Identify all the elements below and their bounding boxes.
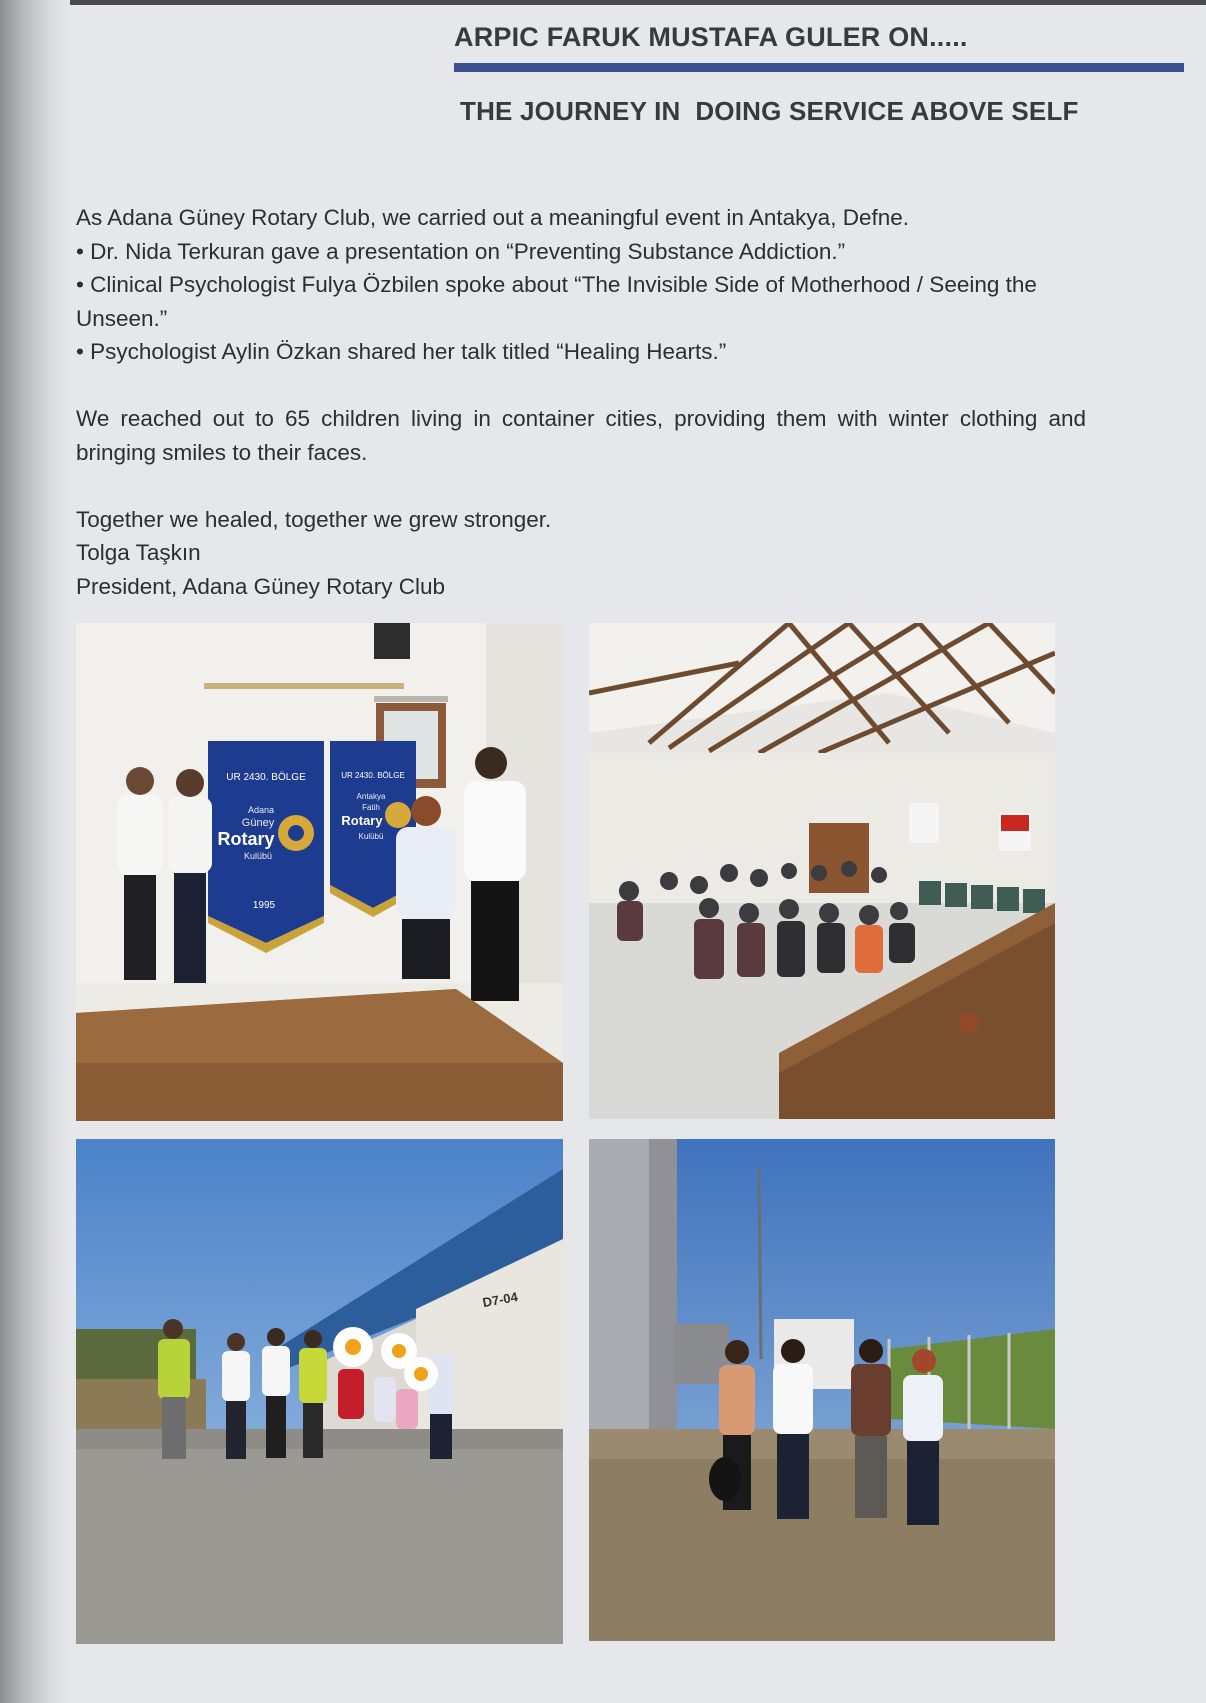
bullet-motherhood: • Clinical Psychologist Fulya Özbilen spoke about “The Invisible Side of Motherhood / Seeing the Unseen.” bbox=[76, 272, 1037, 331]
banner-right-kulubu: Kulübü bbox=[358, 832, 384, 841]
photo-container-group bbox=[76, 1139, 563, 1644]
intro-paragraph: As Adana Güney Rotary Club, we carried out a meaningful event in Antakya, Defne. bbox=[76, 205, 909, 230]
signature-name: Tolga Taşkın bbox=[76, 540, 201, 565]
paragraph-gap bbox=[76, 369, 1086, 403]
banner-left-year: 1995 bbox=[252, 900, 276, 911]
banner-right-club: Fatih bbox=[362, 803, 380, 812]
outreach-paragraph: We reached out to 65 children living in container cities, providing them with winter clothing and bringing smiles to their faces. bbox=[76, 406, 1086, 465]
page-top-edge bbox=[0, 0, 1206, 5]
banner-left-kulubu: Kulübü bbox=[243, 851, 273, 861]
paragraph-gap bbox=[76, 469, 1086, 503]
banner-right-rotary: Rotary bbox=[341, 813, 383, 828]
closing-line: Together we healed, together we grew stronger. bbox=[76, 506, 552, 532]
article-body bbox=[76, 201, 1086, 603]
photo-audience-hall bbox=[589, 623, 1055, 1119]
header-rule bbox=[454, 63, 1184, 72]
bullet-healing-hearts: • Psychologist Aylin Özkan shared her talk titled “Healing Hearts.” bbox=[76, 339, 727, 364]
page-header-title: ARPIC FARUK MUSTAFA GULER ON..... bbox=[454, 22, 968, 52]
signature-title: President, Adana Güney Rotary Club bbox=[76, 573, 445, 599]
page-subtitle: THE JOURNEY IN DOING SERVICE ABOVE SELF bbox=[460, 96, 1079, 126]
page-spine-shadow bbox=[0, 0, 70, 1703]
photo-fence-group bbox=[589, 1139, 1055, 1641]
banner-left-rotary: Rotary bbox=[217, 829, 275, 849]
banner-right-district: UR 2430. BÖLGE bbox=[341, 771, 405, 780]
bullet-presentation: • Dr. Nida Terkuran gave a presentation on “Preventing Substance Addiction.” bbox=[76, 238, 846, 264]
banner-right-city: Antakya bbox=[356, 792, 386, 801]
banner-left-district: UR 2430. BÖLGE bbox=[226, 772, 306, 783]
banner-left-club: Güney bbox=[241, 817, 275, 829]
container-label: D7-04 bbox=[481, 1289, 519, 1311]
photo-banner-group bbox=[76, 623, 563, 1121]
banner-left-city: Adana bbox=[247, 805, 275, 815]
